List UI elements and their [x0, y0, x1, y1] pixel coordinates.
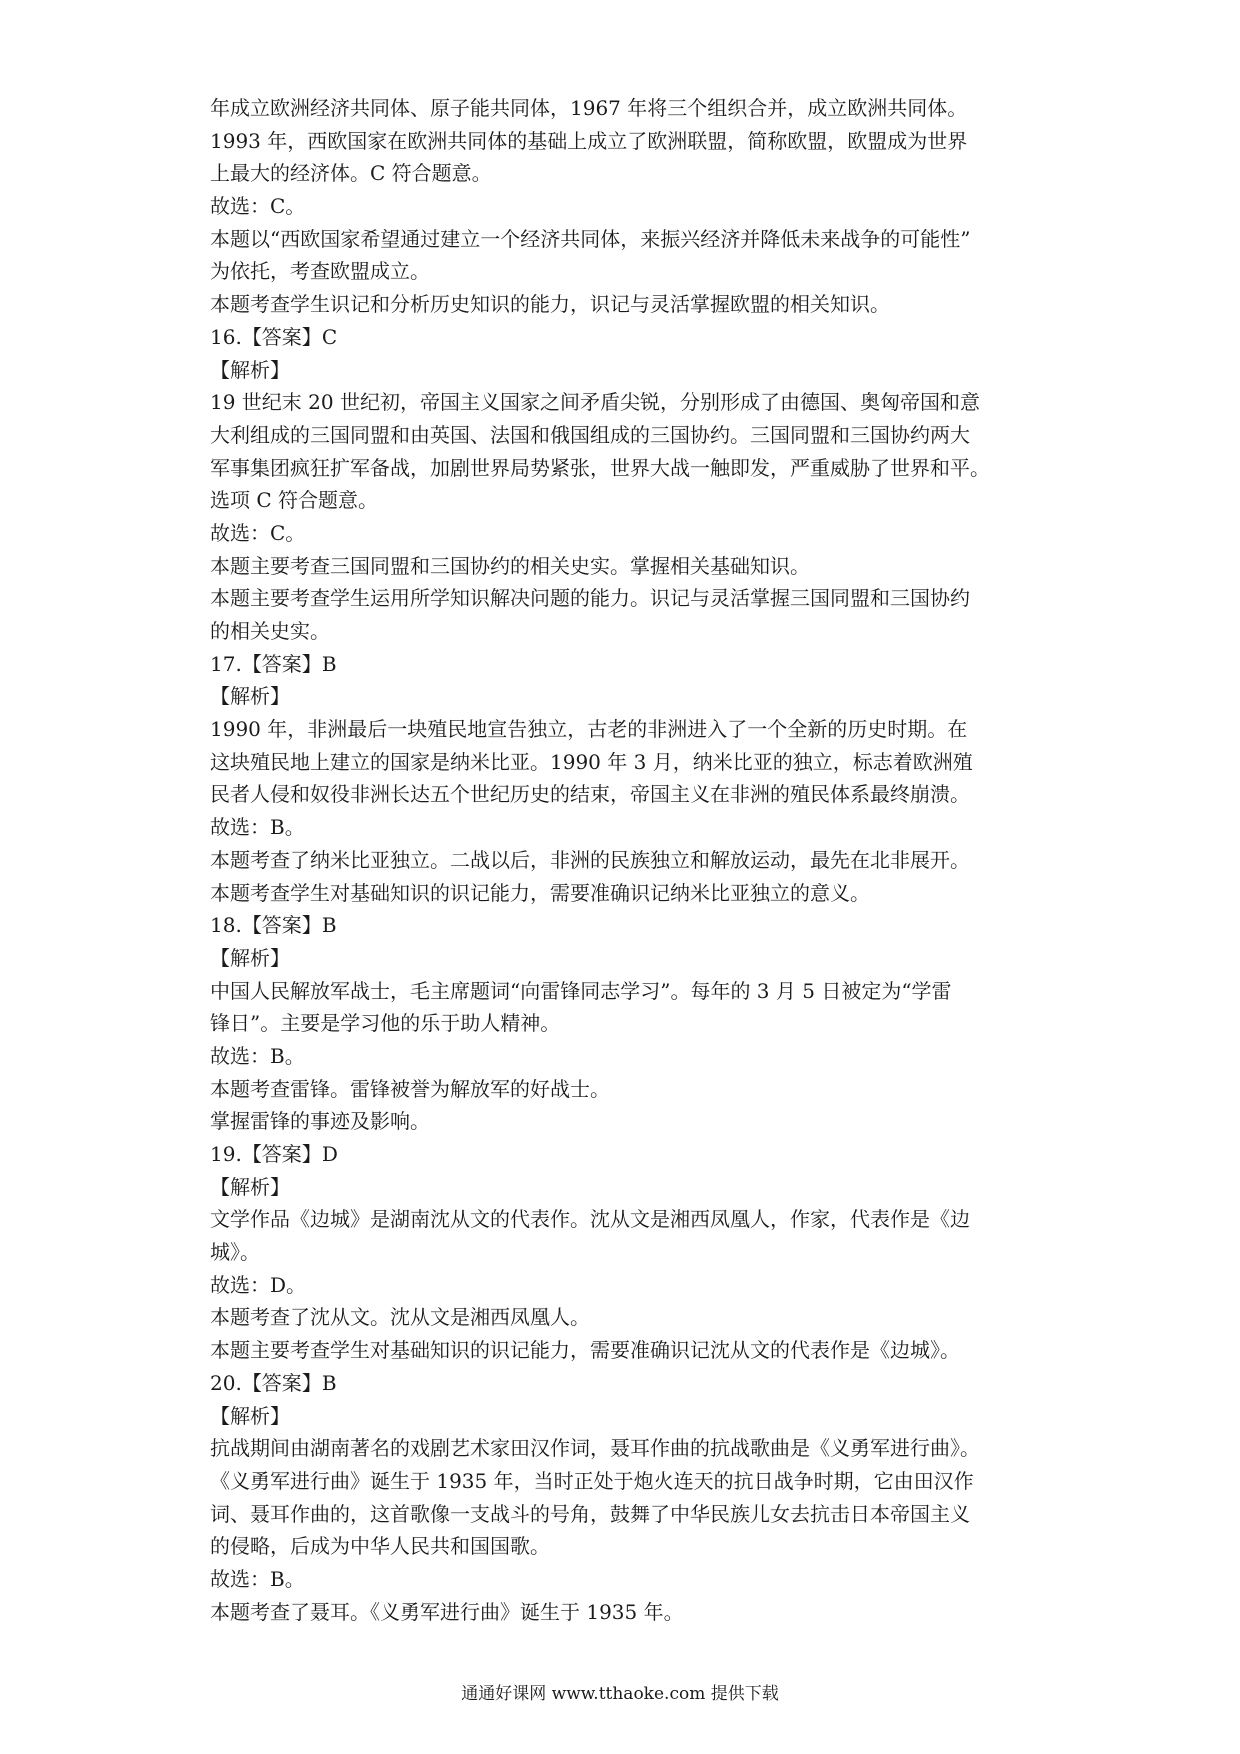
text-line: 锋日”。主要是学习他的乐于助人精神。: [210, 1011, 561, 1036]
text-line: 故选：B。: [210, 1043, 305, 1068]
text-line: 上最大的经济体。C 符合题意。: [210, 161, 492, 186]
page-footer: 通通好课网 www.tthaoke.com 提供下载: [461, 1684, 779, 1704]
text-line: 故选：D。: [210, 1272, 307, 1297]
answer-heading: [210, 1138, 1050, 1171]
text-line: 本题考查了沈从文。沈从文是湘西凤凰人。: [210, 1305, 590, 1330]
text-line: 年成立欧洲经济共同体、原子能共同体，1967 年将三个组织合并，成立欧洲共同体。: [210, 96, 968, 120]
question-number: 20.: [210, 1370, 242, 1395]
text-line: 本题考查了纳米比亚独立。二战以后，非洲的民族独立和解放运动，最先在北非展开。: [210, 847, 970, 872]
text-line: 这块殖民地上建立的国家是纳米比亚。1990 年 3 月，纳米比亚的独立，标志着欧洲殖: [210, 749, 973, 774]
text-line: 为依托，考查欧盟成立。: [210, 259, 430, 284]
question-number: 16.: [210, 324, 242, 349]
text-line: 本题主要考查学生运用所学知识解决问题的能力。识记与灵活掌握三国同盟和三国协约: [210, 586, 970, 611]
answer-label: 【答案】: [241, 651, 322, 676]
analysis-heading: 【解析】: [210, 1174, 290, 1199]
text-line: 本题主要考查三国同盟和三国协约的相关史实。掌握相关基础知识。: [210, 553, 810, 578]
answer-label: 【答案】: [241, 913, 322, 938]
answer-value: D: [321, 1142, 338, 1166]
answer-heading: [210, 1367, 1050, 1400]
question-number: 19.: [210, 1142, 242, 1166]
text-line: 民者人侵和奴役非洲长达五个世纪历史的结束，帝国主义在非洲的殖民体系最终崩溃。: [210, 782, 970, 807]
text-line: 大利组成的三国同盟和由英国、法国和俄国组成的三国协约。三国同盟和三国协约两大: [210, 422, 970, 447]
text-line: 故选：C。: [210, 520, 306, 545]
text-line: 本题考查雷锋。雷锋被誉为解放军的好战士。: [210, 1076, 610, 1101]
question-number: 18.: [210, 913, 242, 938]
analysis-heading: 【解析】: [210, 945, 290, 970]
text-line: 本题主要考查学生对基础知识的识记能力，需要准确识记沈从文的代表作是《边城》。: [210, 1338, 960, 1363]
answer-value: B: [321, 1370, 337, 1395]
text-line: 抗战期间由湖南著名的戏剧艺术家田汉作词，聂耳作曲的抗战歌曲是《义勇军进行曲》。: [210, 1436, 980, 1461]
text-line: 本题考查学生识记和分析历史知识的能力，识记与灵活掌握欧盟的相关知识。: [210, 292, 890, 317]
text-line: 词、聂耳作曲的，这首歌像一支战斗的号角，鼓舞了中华民族儿女去抗击日本帝国主义: [210, 1501, 970, 1526]
question-number: 17.: [210, 651, 242, 676]
text-line: 故选：C。: [210, 194, 306, 219]
text-line: 掌握雷锋的事迹及影响。: [210, 1109, 430, 1134]
text-line: 1990 年，非洲最后一块殖民地宣告独立，古老的非洲进入了一个全新的历史时期。在: [210, 717, 968, 742]
text-line: 城》。: [210, 1240, 260, 1265]
text-line: 军事集团疯狂扩军备战，加剧世界局势紧张，世界大战一触即发，严重威胁了世界和平。: [210, 455, 990, 480]
answer-value: B: [321, 913, 337, 938]
text-line: 的相关史实。: [210, 619, 330, 643]
document-body: [210, 92, 1050, 1628]
answer-value: B: [321, 651, 337, 676]
answer-heading: [210, 648, 1050, 681]
analysis-heading: 【解析】: [210, 357, 290, 382]
text-line: 故选：B。: [210, 815, 305, 840]
answer-label: 【答案】: [241, 1142, 322, 1166]
text-line: 选项 C 符合题意。: [210, 488, 379, 513]
text-line: 《义勇军进行曲》诞生于 1935 年，当时正处于炮火连天的抗日战争时期，它由田汉作: [210, 1468, 974, 1493]
text-line: 本题考查了聂耳。《义勇军进行曲》诞生于 1935 年。: [210, 1599, 684, 1624]
answer-heading: [210, 321, 1050, 354]
text-line: 19 世纪末 20 世纪初，帝国主义国家之间矛盾尖锐，分别形成了由德国、奥匈帝国和意: [210, 390, 980, 415]
text-line: 本题考查学生对基础知识的识记能力，需要准确识记纳米比亚独立的意义。: [210, 880, 870, 905]
answer-value: C: [321, 324, 338, 349]
text-line: 1993 年，西欧国家在欧洲共同体的基础上成立了欧洲联盟，简称欧盟，欧盟成为世界: [210, 128, 968, 153]
text-line: 中国人民解放军战士，毛主席题词“向雷锋同志学习”。每年的 3 月 5 日被定为“学雷: [210, 978, 952, 1003]
text-line: 本题以“西欧国家希望通过建立一个经济共同体，来振兴经济并降低未来战争的可能性”: [210, 226, 971, 251]
answer-label: 【答案】: [241, 1370, 322, 1395]
answer-label: 【答案】: [241, 324, 322, 349]
analysis-heading: 【解析】: [210, 684, 290, 709]
text-line: 文学作品《边城》是湖南沈从文的代表作。沈从文是湘西凤凰人，作家，代表作是《边: [210, 1207, 970, 1232]
text-line: 的侵略，后成为中华人民共和国国歌。: [210, 1534, 550, 1559]
answer-heading: [210, 909, 1050, 942]
analysis-heading: 【解析】: [210, 1403, 290, 1428]
text-line: 故选：B。: [210, 1566, 305, 1591]
